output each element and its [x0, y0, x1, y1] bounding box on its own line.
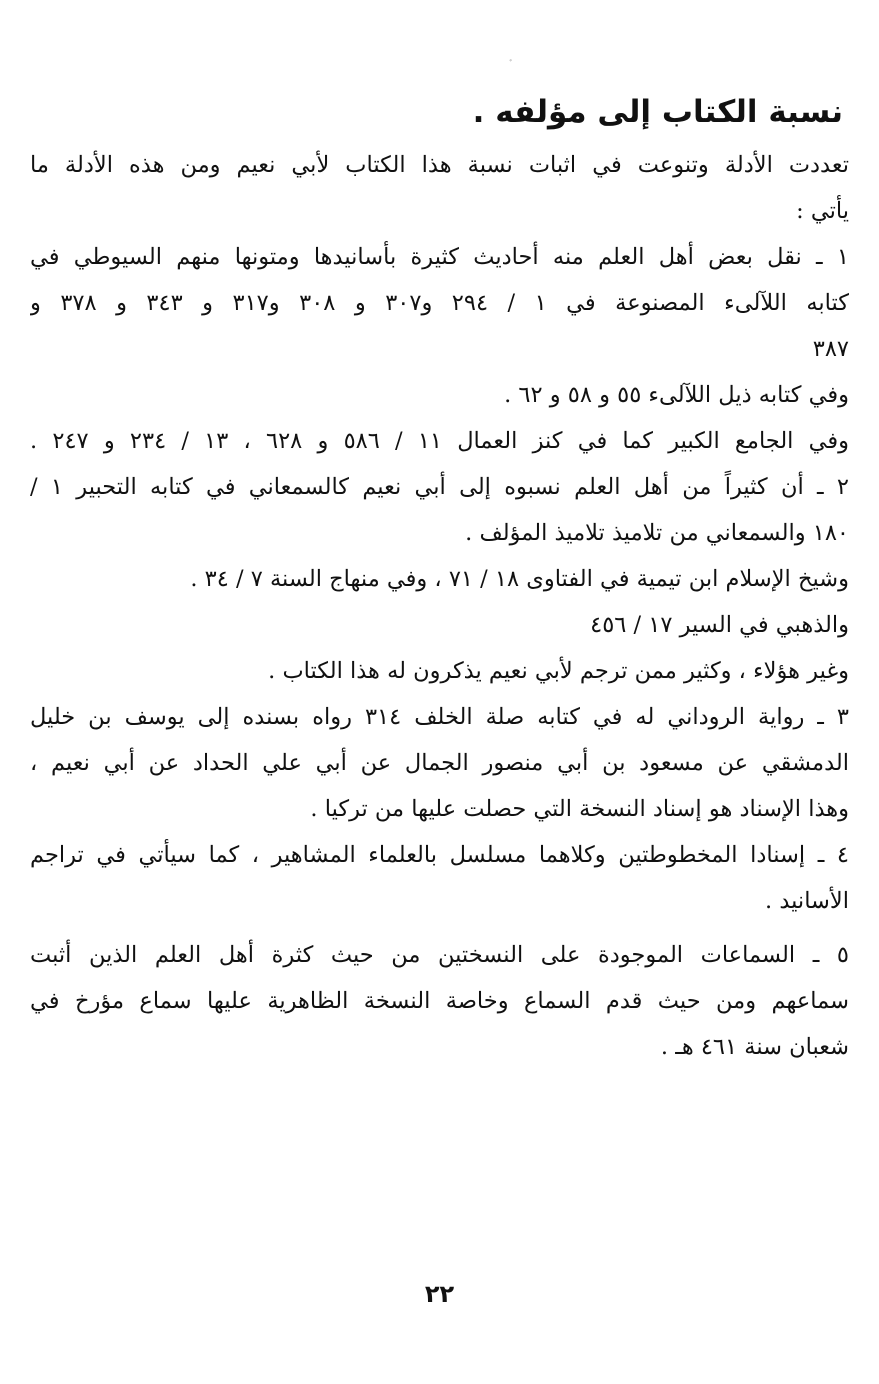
text-line: ١ ـ نقل بعض أهل العلم منه أحاديث كثيرة بأسانيدها ومتونها منهم السيوطي في — [30, 244, 849, 270]
text-line: ٢ ـ أن كثيراً من أهل العلم نسبوه إلى أبي نعيم كالسمعاني في كتابه التحبير ١ / — [30, 474, 849, 500]
text-line: شعبان سنة ٤٦١ هـ . — [660, 1034, 849, 1060]
body-text — [30, 142, 849, 1070]
text-line: ٤ ـ إسنادا المخطوطتين وكلاهما مسلسل بالعلماء المشاهير ، كما سيأتي في تراجم — [30, 842, 849, 868]
text-line: الأسانيد . — [765, 888, 849, 914]
text-line: ٣٨٧ — [812, 336, 849, 362]
text-line: سماعهم ومن حيث قدم السماع وخاصة النسخة الظاهرية عليها سماع مؤرخ في — [30, 988, 849, 1014]
text-line: وفي كتابه ذيل اللآلىء ٥٥ و ٥٨ و ٦٢ . — [504, 382, 849, 408]
text-line: والذهبي في السير ١٧ / ٤٥٦ — [590, 612, 849, 638]
text-line: كتابه اللآلىء المصنوعة في ١ / ٢٩٤ و٣٠٧ و ٣٠٨ و٣١٧ و ٣٤٣ و ٣٧٨ و — [30, 290, 849, 316]
text-line: تعددت الأدلة وتنوعت في اثبات نسبة هذا الكتاب لأبي نعيم ومن هذه الأدلة ما — [30, 152, 849, 178]
text-line: وفي الجامع الكبير كما في كنز العمال ١١ / ٥٨٦ و ٦٢٨ ، ١٣ / ٢٣٤ و ٢٤٧ . — [30, 428, 849, 454]
text-line: الدمشقي عن مسعود بن أبي منصور الجمال عن أبي علي الحداد عن أبي نعيم ، — [30, 750, 849, 776]
section-title: نسبة الكتاب إلى مؤلفه . — [472, 94, 843, 130]
paragraph-gap — [30, 924, 849, 932]
text-line: ٣ ـ رواية الروداني له في كتابه صلة الخلف ٣١٤ رواه بسنده إلى يوسف بن خليل — [30, 704, 849, 730]
text-line: يأتي : — [796, 198, 849, 224]
page-content — [30, 88, 849, 1070]
text-line: وهذا الإسناد هو إسناد النسخة التي حصلت عليها من تركيا . — [310, 796, 849, 822]
text-line: ١٨٠ والسمعاني من تلاميذ تلاميذ المؤلف . — [465, 520, 849, 546]
page-number: ٢٢ — [424, 1280, 455, 1308]
text-line: وغير هؤلاء ، وكثير ممن ترجم لأبي نعيم يذكرون له هذا الكتاب . — [268, 658, 849, 684]
page-speck: ﾞ — [509, 60, 514, 71]
text-line: وشيخ الإسلام ابن تيمية في الفتاوى ١٨ / ٧١ ، وفي منهاج السنة ٧ / ٣٤ . — [190, 566, 849, 592]
text-line: ٥ ـ السماعات الموجودة على النسختين من حيث كثرة أهل العلم الذين أثبت — [30, 942, 849, 968]
